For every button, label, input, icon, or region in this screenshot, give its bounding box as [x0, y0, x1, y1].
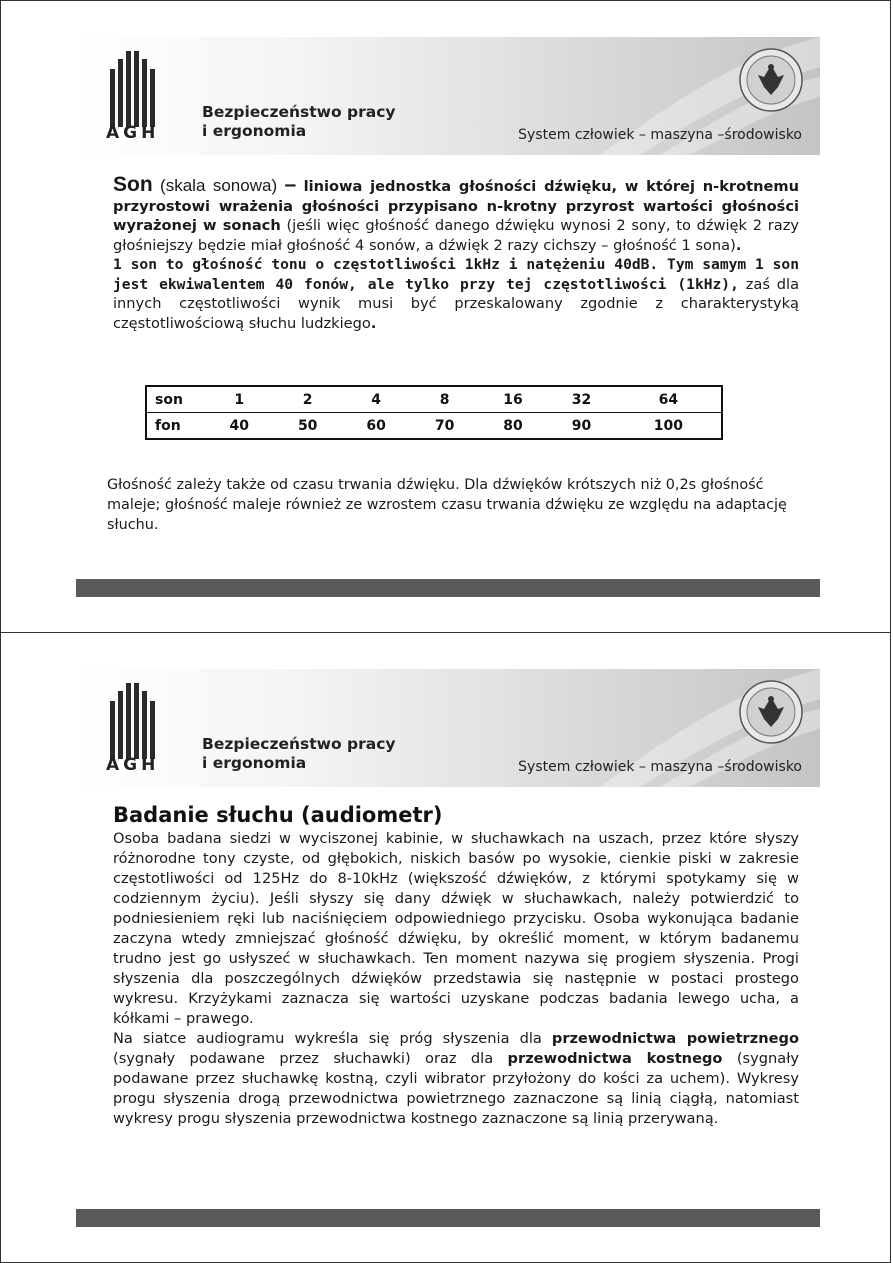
table-cell: 100	[653, 417, 683, 434]
agh-logo-text: AGH	[106, 755, 160, 775]
course-title-line2: i ergonomia	[202, 754, 307, 772]
son-reference-definition: 1 son to głośność tonu o częstotliwości 1kHz i natężeniu 40dB. Tym samym 1 son jest ekwiwalentem 40 fonów, ale tylko przy tej częstotliwości (1kHz),	[113, 256, 799, 293]
table-cell: son	[146, 386, 205, 413]
agh-logo-icon	[104, 49, 164, 129]
son-fon-table	[145, 385, 723, 440]
table-row-fon	[146, 413, 722, 440]
header-subtitle: System człowiek – maszyna –środowisko	[518, 759, 802, 775]
agh-logo-icon	[104, 681, 164, 761]
table-cell: 32	[547, 386, 615, 413]
slide-header	[76, 669, 820, 787]
son-term: Son	[113, 173, 153, 196]
audiogram-intro: Na siatce audiogramu wykreśla się próg słyszenia dla	[113, 1030, 542, 1047]
table-cell: 80	[503, 417, 523, 434]
son-definition	[113, 175, 799, 333]
son-definition-example: (jeśli więc głośność danego dźwięku wynosi 2 sony, to dźwięk 2 razy głośniejszy będzie miał głośność 4 sonów, a dźwięk 2 razy cichszy – głośność 1 sona)	[113, 217, 800, 254]
reference-period: .	[370, 314, 377, 332]
slide-title: Badanie słuchu (audiometr)	[113, 803, 443, 827]
air-conduction-term: przewodnictwa powietrznego	[551, 1030, 800, 1047]
agh-logo-text: AGH	[106, 123, 160, 143]
university-seal-icon	[738, 679, 804, 745]
table-cell: 1	[205, 386, 273, 413]
son-scale-label: (skala sonowa)	[160, 176, 278, 195]
table-cell: 50	[297, 417, 318, 434]
table-cell: 70	[434, 417, 455, 434]
course-title-line1: Bezpieczeństwo pracy	[202, 735, 396, 753]
son-definition-bold: liniowa jednostka głośności dźwięku, w której n-krotnemu przyrostowi wrażenia głośności przypisano n-krotny przyrost wartości głośności wyrażonej w sonach	[113, 178, 800, 234]
son-reference-tail: zaś dla innych częstotliwości wynik musi być przeskalowany zgodnie z charakterystyką częstotliwościową słuchu ludzkiego	[113, 275, 800, 332]
audiometry-text	[113, 829, 799, 1129]
table-cell: 4	[342, 386, 410, 413]
university-seal-icon	[738, 47, 804, 113]
definition-dash: –	[284, 173, 297, 196]
bone-conduction-term: przewodnictwa kostnego	[507, 1050, 723, 1067]
table-cell: 90	[571, 417, 592, 434]
audiometry-paragraph-1: Osoba badana siedzi w wyciszonej kabinie, w słuchawkach na uszach, przez które słyszy różnorodne tony czyste, od głębokich, niskich basów po wysokie, cienkie piski w zakresie częstotliwości od 125Hz do 8-10kHz (większość dźwięków, z którymi spotykamy się w codziennym życiu). Jeśli słyszy się dany dźwięk w słuchawkach, należy potwierdzić to podniesieniem ręki lub naciśnięciem odpowiedniego przycisku. Osoba wykonująca badanie zaczyna wtedy zmniejszać głośność dźwięku, by określić moment, w którym badanemu trudno jest go usłyszeć w słuchawkach. Ten moment nazywa się progiem słyszenia. Progi słyszenia dla poszczególnych dźwięków przedstawia się następnie w postaci prostego wykresu. Krzyżykami zaznacza się wartości uzyskane podczas badania lewego ucha, a kółkami – prawego.	[113, 830, 799, 1027]
course-title-line2: i ergonomia	[202, 122, 307, 140]
table-cell: 2	[273, 386, 341, 413]
air-conduction-desc: (sygnały podawane przez słuchawki) oraz dla	[113, 1050, 494, 1067]
course-title	[202, 735, 396, 773]
table-cell: 64	[616, 386, 722, 413]
table-cell: 40	[229, 417, 249, 434]
table-row-son	[146, 386, 722, 413]
definition-period: .	[735, 236, 742, 254]
course-title-line1: Bezpieczeństwo pracy	[202, 103, 396, 121]
table-cell: 16	[479, 386, 547, 413]
slide-header	[76, 37, 820, 155]
duration-paragraph: Głośność zależy także od czasu trwania dźwięku. Dla dźwięków krótszych niż 0,2s głośność maleje; głośność maleje również ze wzrostem czasu trwania dźwięku ze względu na adaptację słuchu.	[107, 477, 787, 533]
table-cell: 8	[410, 386, 478, 413]
course-title	[202, 103, 396, 141]
header-subtitle: System człowiek – maszyna –środowisko	[518, 127, 802, 143]
slide-footer-bar	[76, 579, 820, 597]
slide-footer-bar	[76, 1209, 820, 1227]
slide-2	[0, 632, 891, 1263]
table-cell: 60	[366, 417, 386, 434]
table-cell: fon	[155, 417, 181, 434]
bone-conduction-desc: (sygnały podawane przez słuchawkę kostną, czyli wibrator przyłożony do kości za uchem). Wykresy progu słyszenia drogą przewodnictwa powietrznego zaznaczone są linią ciągłą, natomiast wykresy progu słyszenia przewodnictwa kostnego zaznaczone są linią przerywaną.	[113, 1050, 799, 1127]
